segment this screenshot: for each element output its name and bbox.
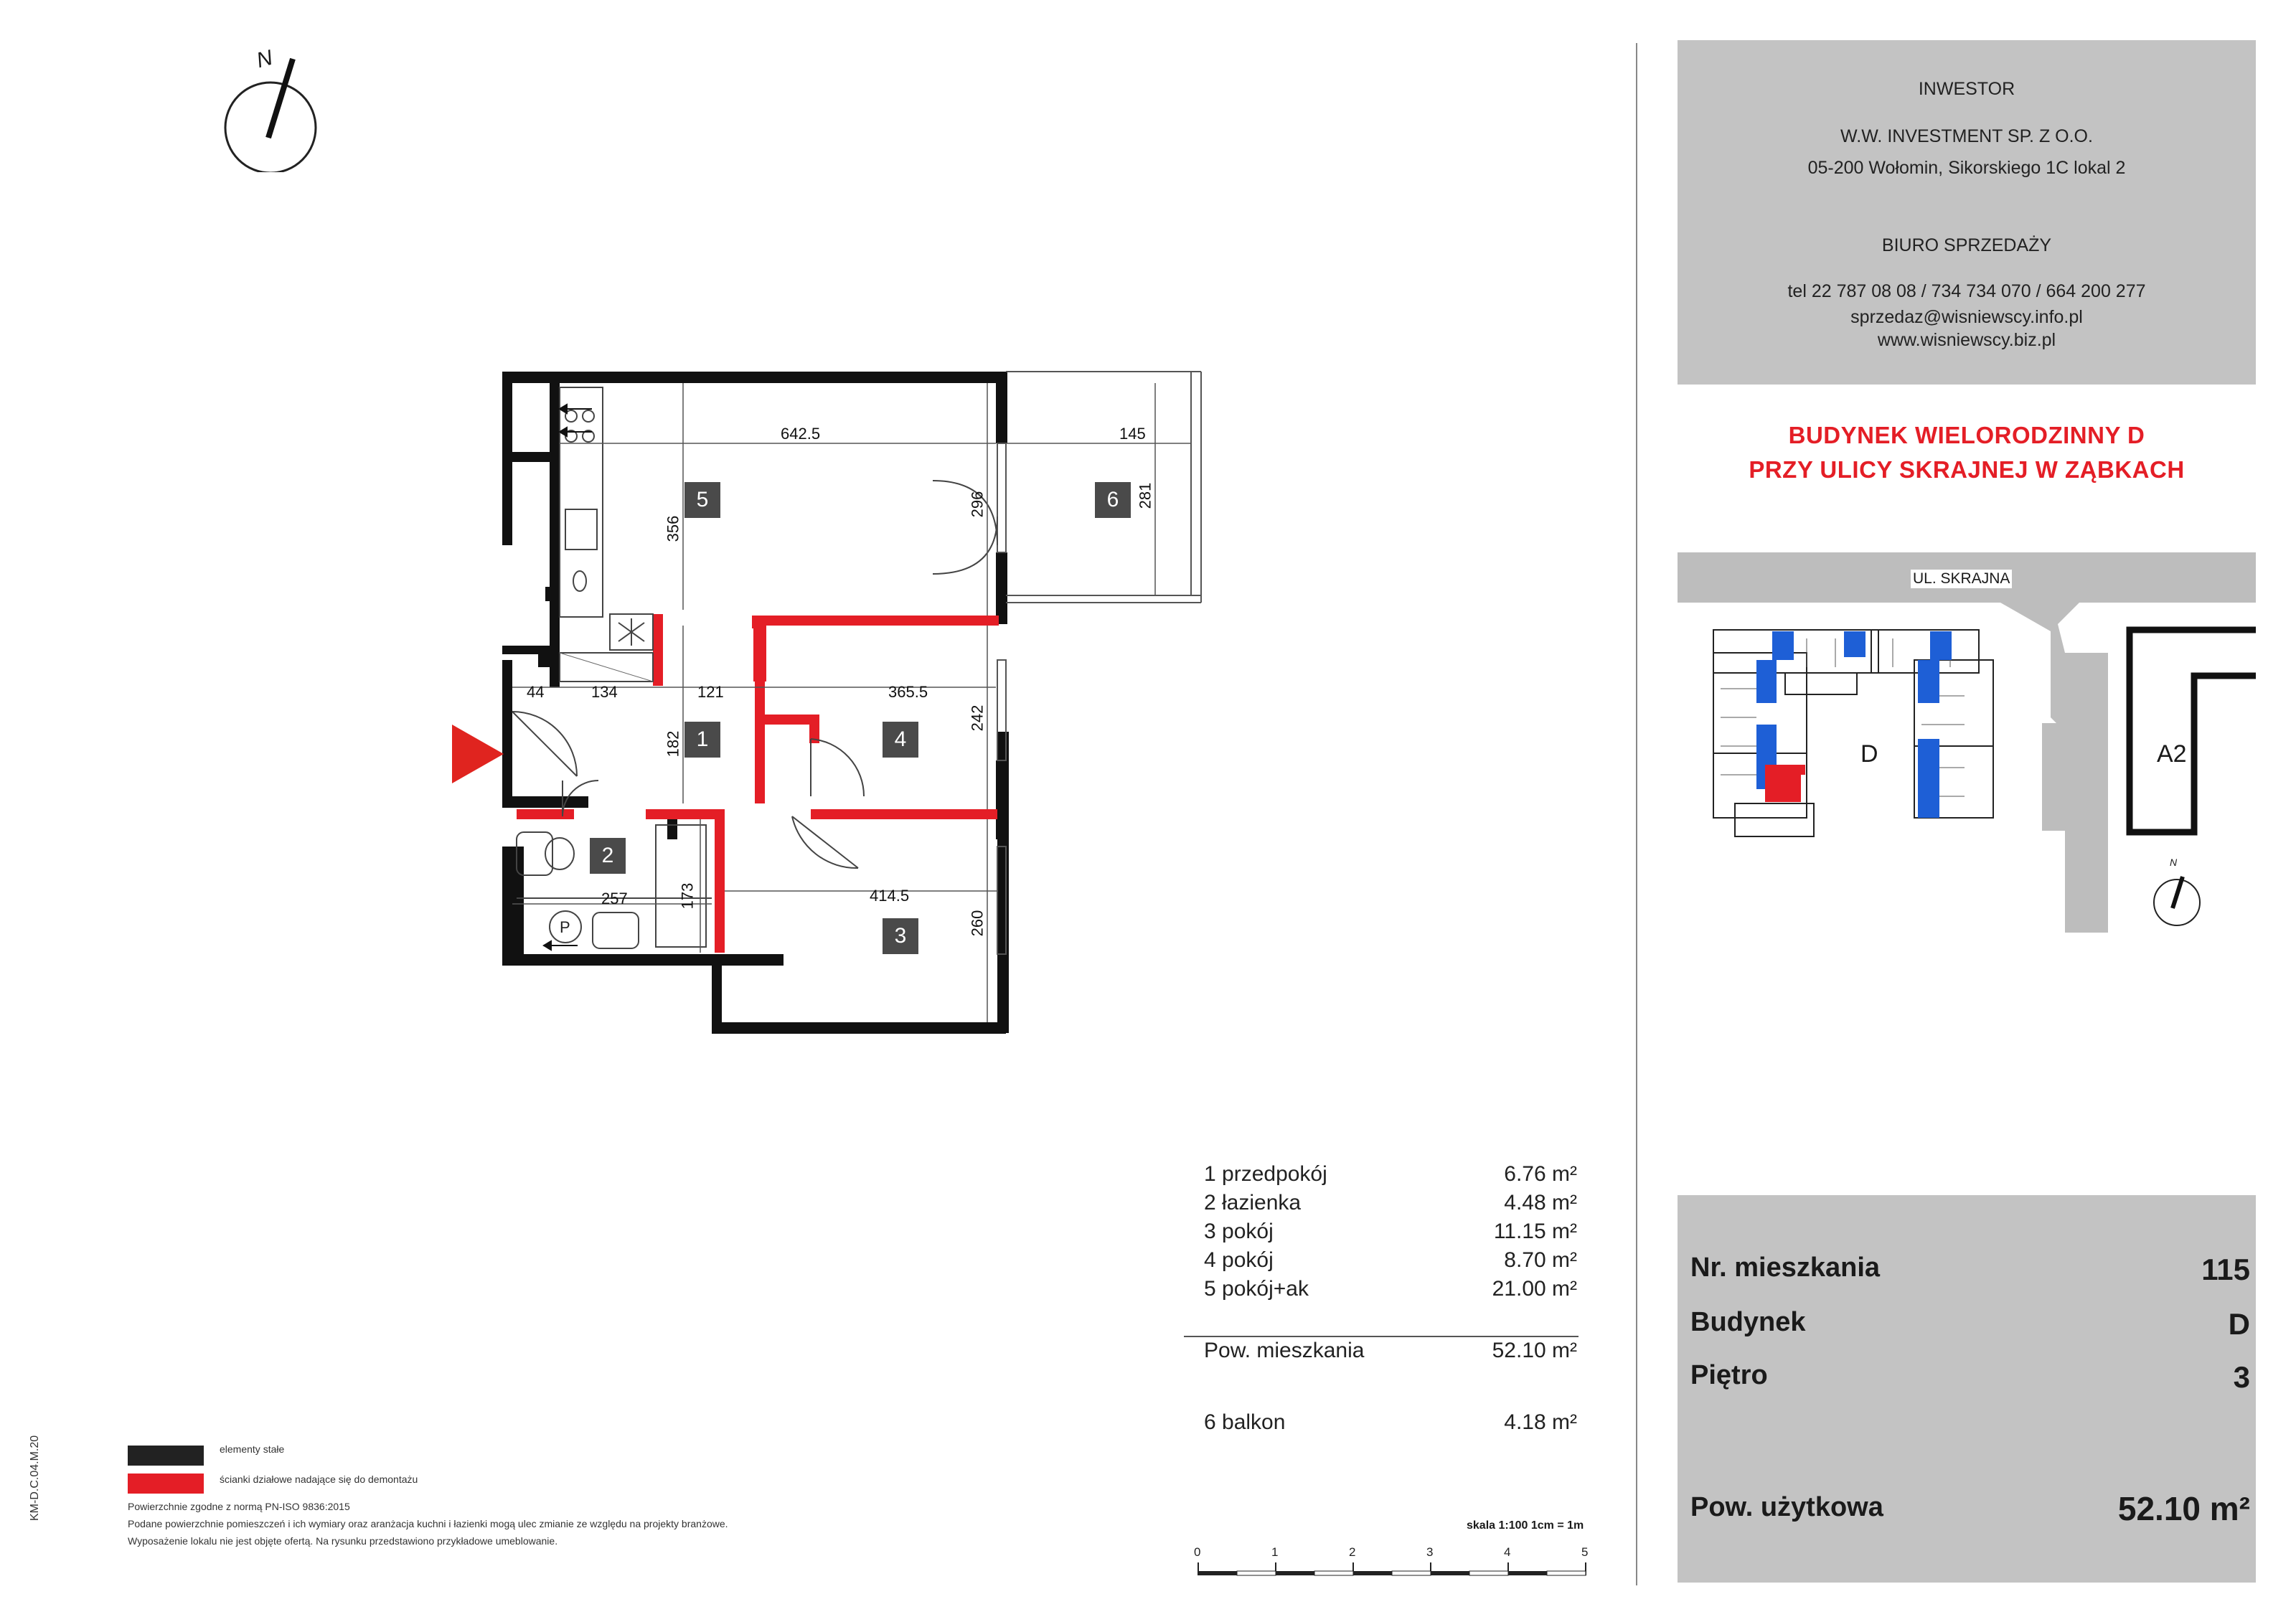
scale-tick-0: 0 [1194, 1545, 1201, 1559]
compass-north-label: N [253, 45, 276, 73]
dim-242: 242 [968, 704, 987, 732]
dim-44: 44 [527, 683, 545, 701]
dim-182: 182 [664, 730, 682, 758]
separator-line [1636, 43, 1637, 1585]
sales-phone: tel 22 787 08 08 / 734 734 070 / 664 200 277 [1787, 281, 2146, 301]
apartment-floor-value: 3 [2233, 1360, 2250, 1394]
floor-plan [430, 359, 1263, 1062]
legend-demolition-label: ścianki działowe nadające się do demontażu [220, 1474, 418, 1485]
scale-tick-2: 2 [1349, 1545, 1356, 1559]
room-badge-3: 3 [883, 918, 918, 954]
apartment-area-label: Pow. użytkowa [1690, 1492, 1883, 1522]
sheet-code: KM-D.C.04.M.20 [29, 1435, 41, 1521]
area-label-2: 2 łazienka [1204, 1191, 1302, 1215]
area-value-3: 11.15 m² [1493, 1220, 1577, 1243]
area-label-4: 4 pokój [1204, 1248, 1274, 1272]
area-label-1: 1 przedpokój [1204, 1162, 1327, 1186]
apartment-building-label: Budynek [1690, 1307, 1806, 1337]
dim-642-5: 642.5 [781, 425, 821, 443]
investor-address: 05-200 Wołomin, Sikorskiego 1C lokal 2 [1807, 158, 2126, 178]
investor-box [1678, 40, 2256, 385]
apartment-floor-label: Piętro [1690, 1360, 1768, 1390]
legend-note-3: Wyposażenie lokalu nie jest objęte ofertą. Na rysunku przedstawiono przykładowe umeblowanie. [128, 1535, 558, 1547]
dim-260: 260 [968, 910, 987, 937]
building-title-line1: BUDYNEK WIELORODZINNY D [1788, 422, 2145, 448]
investor-company: W.W. INVESTMENT SP. Z O.O. [1840, 126, 2093, 146]
room-badge-5: 5 [684, 482, 720, 518]
investor-heading: INWESTOR [1918, 79, 2015, 99]
sales-heading: BIURO SPRZEDAŻY [1881, 235, 2052, 255]
area-balcony-value: 4.18 m² [1504, 1410, 1577, 1434]
dim-173: 173 [678, 882, 697, 910]
street-label: UL. SKRAJNA [1911, 570, 2012, 588]
dim-145: 145 [1119, 425, 1146, 443]
dim-121: 121 [697, 683, 724, 701]
room-badge-4: 4 [883, 722, 918, 758]
room-badge-6: 6 [1095, 482, 1131, 518]
compass [215, 43, 330, 172]
apartment-number-value: 115 [2201, 1253, 2250, 1286]
entrance-arrow [452, 725, 504, 783]
legend-fixed-label: elementy stałe [220, 1443, 285, 1455]
legend-fixed-swatch [128, 1446, 204, 1466]
dim-134: 134 [591, 683, 618, 701]
area-value-5: 21.00 m² [1492, 1277, 1577, 1301]
apartment-building-value: D [2228, 1307, 2250, 1341]
sales-website: www.wisniewscy.biz.pl [1877, 330, 2056, 350]
scale-label: skala 1:100 1cm = 1m [1467, 1519, 1584, 1532]
site-plan [1678, 552, 2256, 954]
area-label-5: 5 pokój+ak [1204, 1277, 1309, 1301]
area-value-4: 8.70 m² [1504, 1248, 1577, 1272]
area-total-value: 52.10 m² [1492, 1339, 1577, 1362]
scale-tick-3: 3 [1426, 1545, 1434, 1559]
dim-257: 257 [601, 890, 628, 907]
dim-356: 356 [664, 515, 682, 542]
legend-note-1: Powierzchnie zgodne z normą PN-ISO 9836:2015 [128, 1501, 350, 1512]
site-north-label: N [2170, 857, 2178, 868]
scale-tick-4: 4 [1504, 1545, 1511, 1559]
svg-text:P: P [560, 918, 570, 936]
dim-414-5: 414.5 [870, 887, 910, 905]
area-balcony-label: 6 balkon [1204, 1410, 1286, 1434]
sales-email: sprzedaz@wisniewscy.info.pl [1850, 307, 2083, 327]
apartment-number-label: Nr. mieszkania [1690, 1253, 1881, 1283]
area-value-1: 6.76 m² [1504, 1162, 1577, 1186]
apartment-area-value: 52.10 m² [2117, 1490, 2250, 1527]
scale-bar-graphic [1194, 1561, 1596, 1590]
scale-tick-5: 5 [1581, 1545, 1589, 1559]
dim-281: 281 [1136, 482, 1154, 509]
floor-plan-drawing [430, 359, 1263, 1062]
scale-bar [1194, 1545, 1596, 1588]
building-title-line2: PRZY ULICY SKRAJNEJ W ZĄBKACH [1749, 456, 2185, 483]
legend-demolition-swatch [128, 1474, 204, 1494]
area-label-3: 3 pokój [1204, 1220, 1274, 1243]
building-d-label: D [1860, 740, 1878, 768]
area-total-label: Pow. mieszkania [1204, 1339, 1365, 1362]
area-divider [1184, 1336, 1578, 1337]
room-badge-1: 1 [684, 722, 720, 758]
room-badge-2: 2 [590, 838, 626, 874]
dim-365-5: 365.5 [888, 683, 928, 701]
scale-tick-1: 1 [1271, 1545, 1279, 1559]
dim-296: 296 [968, 491, 987, 518]
building-a2-label: A2 [2157, 740, 2187, 768]
area-value-2: 4.48 m² [1504, 1191, 1577, 1215]
building-title [1678, 416, 2256, 495]
legend-note-2: Podane powierzchnie pomieszczeń i ich wymiary oraz aranżacja kuchni i łazienki mogą ulec zmianie ze względu na projekty branżowe. [128, 1518, 728, 1529]
